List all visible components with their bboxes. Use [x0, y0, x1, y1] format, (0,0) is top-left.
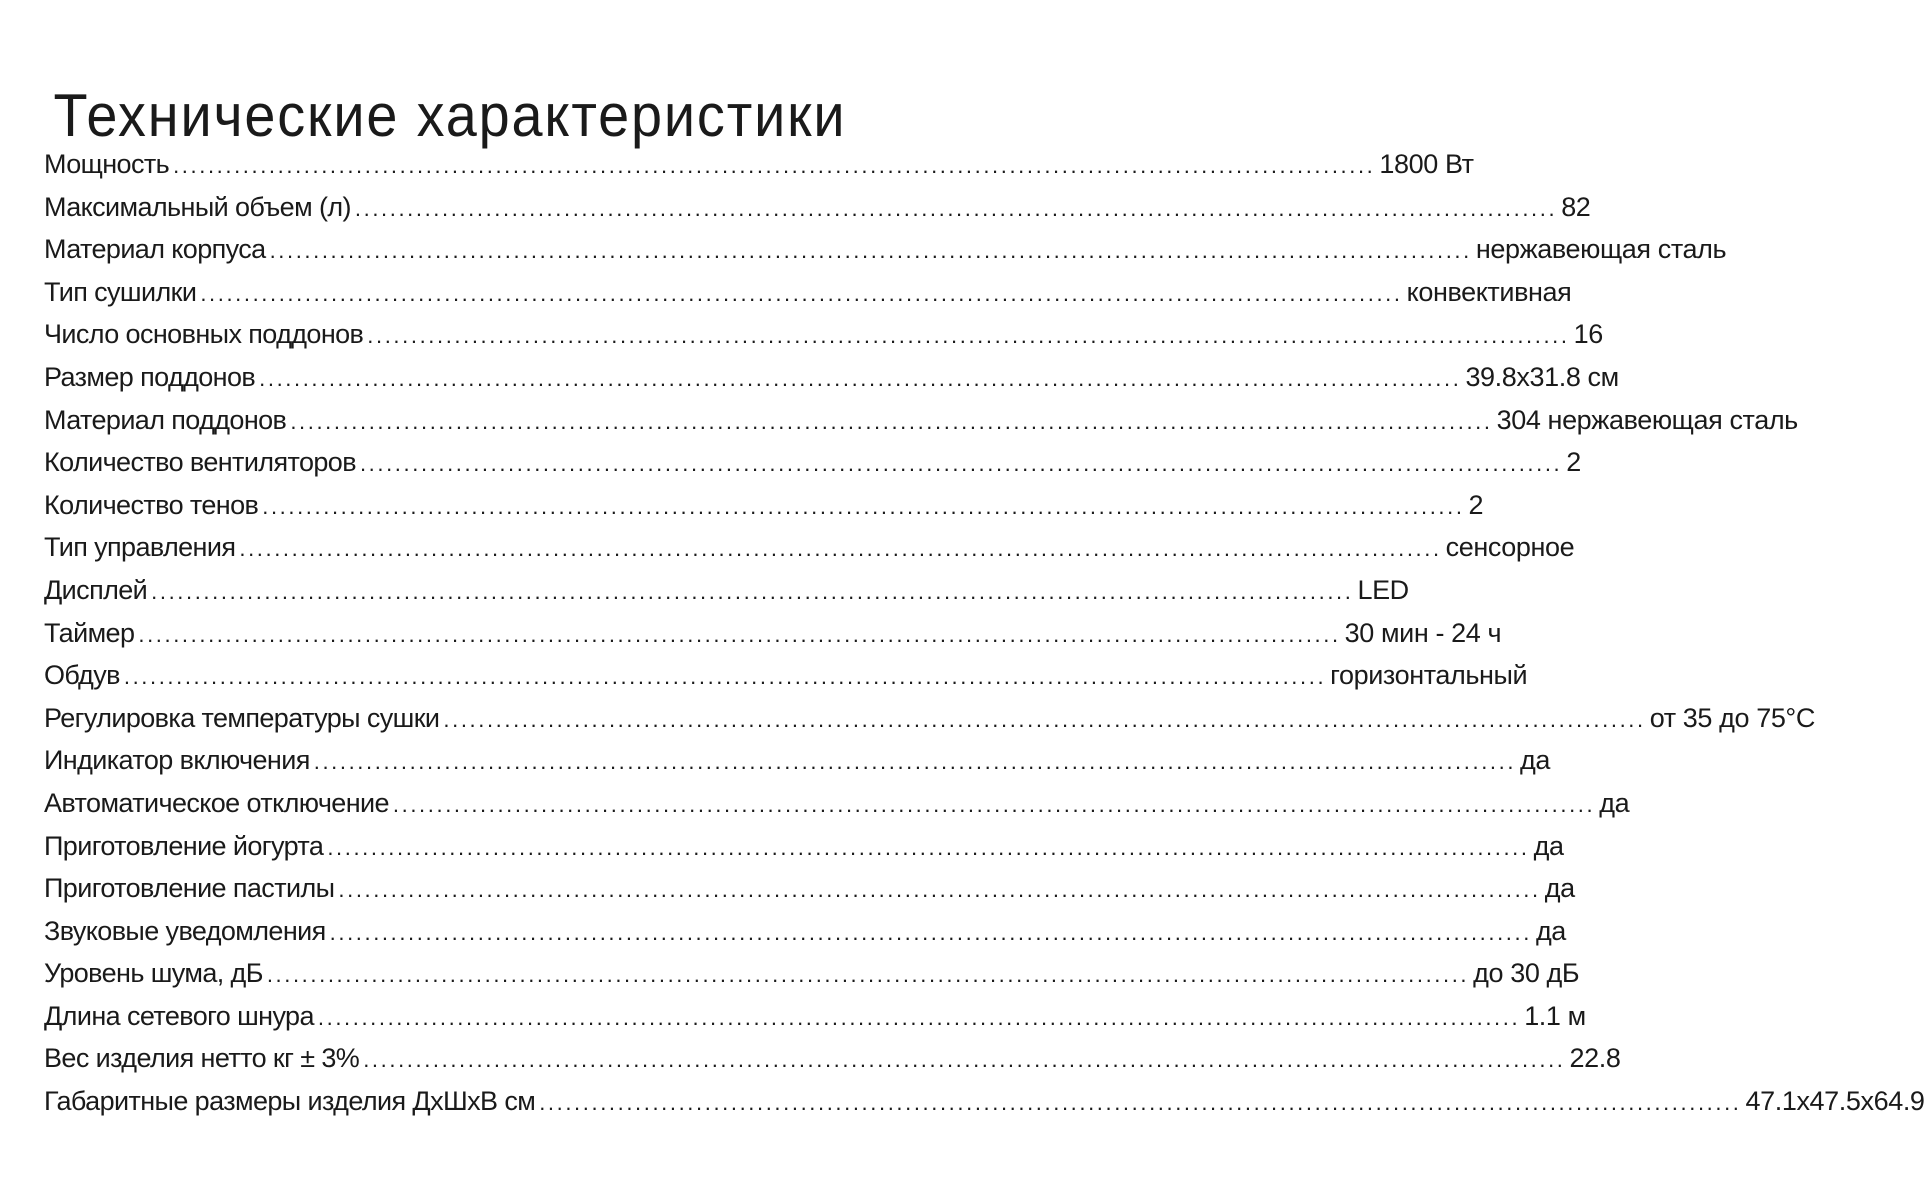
dot-leader: .......................................................................................................................................... — [269, 238, 1472, 264]
spec-row-airflow — [44, 654, 1528, 697]
dot-leader: .......................................................................................................................................... — [123, 664, 1327, 690]
dot-leader: .......................................................................................................................................... — [313, 749, 1517, 775]
dot-leader: .......................................................................................................................................... — [200, 280, 1403, 306]
dot-leader: .......................................................................................................................................... — [367, 323, 1570, 349]
spec-row-power — [44, 143, 1474, 186]
spec-row-noise-level — [44, 952, 1580, 995]
spec-value: да — [1533, 830, 1564, 861]
spec-value: от 35 до 75°С — [1649, 702, 1815, 733]
spec-label: Приготовление йогурта — [44, 830, 324, 861]
spec-value: 16 — [1573, 319, 1603, 350]
dot-leader: .......................................................................................................................................... — [363, 1047, 1566, 1073]
page-title: Технические характеристики — [53, 82, 847, 150]
spec-value: да — [1599, 787, 1630, 818]
spec-label: Уровень шума, дБ — [44, 958, 263, 989]
spec-value: сенсорное — [1445, 532, 1575, 563]
spec-value: конвективная — [1406, 276, 1572, 307]
spec-label: Таймер — [44, 617, 135, 648]
spec-label: Тип управления — [44, 532, 236, 563]
spec-row-body-material — [44, 228, 1727, 271]
dot-leader: .......................................................................................................................................... — [354, 195, 1558, 221]
spec-value: горизонтальный — [1330, 660, 1528, 691]
spec-row-net-weight — [44, 1037, 1621, 1080]
dot-leader: .......................................................................................................................................... — [262, 493, 1465, 519]
spec-value: 304 нержавеющая сталь — [1496, 404, 1798, 435]
spec-value: 82 — [1561, 191, 1591, 222]
spec-value: до 30 дБ — [1473, 958, 1580, 989]
spec-label: Обдув — [44, 660, 120, 691]
spec-label: Материал корпуса — [44, 234, 266, 265]
spec-label: Максимальный объем (л) — [44, 191, 351, 222]
dot-leader: .......................................................................................................................................... — [329, 919, 1532, 945]
spec-value: 2 — [1468, 489, 1484, 520]
dot-leader: .......................................................................................................................................... — [359, 451, 1563, 477]
spec-row-tray-size — [44, 356, 1619, 399]
spec-value: 2 — [1566, 447, 1581, 478]
spec-value: 22.8 — [1569, 1043, 1621, 1074]
spec-value: да — [1535, 915, 1566, 946]
spec-row-fan-count — [44, 441, 1581, 484]
spec-value: LED — [1357, 574, 1409, 605]
spec-row-sound-alerts — [44, 910, 1566, 953]
spec-row-cord-length — [44, 995, 1586, 1038]
spec-row-display — [44, 569, 1409, 612]
spec-label: Звуковые уведомления — [44, 915, 326, 946]
spec-label: Материал поддонов — [44, 404, 287, 435]
spec-label: Дисплей — [44, 574, 148, 605]
dot-leader: .......................................................................................................................................... — [259, 365, 1462, 391]
spec-label: Вес изделия нетто кг ± 3% — [44, 1043, 360, 1074]
spec-value: да — [1544, 873, 1575, 904]
spec-label: Размер поддонов — [44, 361, 256, 392]
spec-label: Габаритные размеры изделия ДxШxВ см — [44, 1086, 536, 1117]
spec-value: 39.8x31.8 см — [1465, 361, 1619, 392]
dot-leader: .......................................................................................................................................... — [392, 791, 1596, 817]
dot-leader: .......................................................................................................................................... — [317, 1004, 1521, 1030]
spec-row-heater-count — [44, 484, 1484, 527]
spec-row-tray-material — [44, 399, 1798, 442]
spec-row-temperature-range — [44, 697, 1815, 740]
dot-leader: .......................................................................................................................................... — [138, 621, 1341, 647]
dot-leader: .......................................................................................................................................... — [266, 962, 1470, 988]
dot-leader: .......................................................................................................................................... — [239, 536, 1442, 562]
spec-row-tray-count — [44, 313, 1603, 356]
spec-row-pastila — [44, 867, 1575, 910]
spec-list — [44, 143, 1925, 1123]
dot-leader: .......................................................................................................................................... — [173, 153, 1376, 178]
spec-value: 47.1x47.5x64.9 — [1745, 1086, 1925, 1117]
spec-value: нержавеющая сталь — [1475, 234, 1727, 265]
spec-row-max-volume — [44, 186, 1591, 229]
spec-row-timer — [44, 612, 1502, 655]
dot-leader: .......................................................................................................................................... — [151, 578, 1354, 604]
spec-row-auto-shutoff — [44, 782, 1630, 825]
spec-row-power-indicator — [44, 739, 1551, 782]
dot-leader: .......................................................................................................................................... — [327, 834, 1530, 860]
spec-label: Регулировка температуры сушки — [44, 702, 440, 733]
dot-leader: .......................................................................................................................................... — [338, 877, 1541, 903]
spec-label: Приготовление пастилы — [44, 873, 335, 904]
spec-value: да — [1520, 745, 1551, 776]
spec-value: 1.1 м — [1524, 1000, 1586, 1031]
spec-row-control-type — [44, 526, 1575, 569]
spec-value: 30 мин - 24 ч — [1344, 617, 1502, 648]
dot-leader: .......................................................................................................................................... — [290, 408, 1493, 434]
spec-label: Автоматическое отключение — [44, 787, 389, 818]
spec-label: Тип сушилки — [44, 276, 197, 307]
spec-label: Мощность — [44, 149, 170, 179]
spec-row-dimensions — [44, 1080, 1925, 1123]
spec-row-dryer-type — [44, 271, 1572, 314]
spec-label: Индикатор включения — [44, 745, 310, 776]
spec-label: Число основных поддонов — [44, 319, 364, 350]
spec-value: 1800 Вт — [1379, 149, 1474, 179]
dot-leader: .......................................................................................................................................... — [443, 706, 1646, 732]
spec-label: Количество тенов — [44, 489, 259, 520]
spec-row-yogurt — [44, 825, 1564, 868]
spec-label: Количество вентиляторов — [44, 447, 356, 478]
spec-label: Длина сетевого шнура — [44, 1000, 314, 1031]
dot-leader: .......................................................................................................................................... — [539, 1090, 1742, 1116]
